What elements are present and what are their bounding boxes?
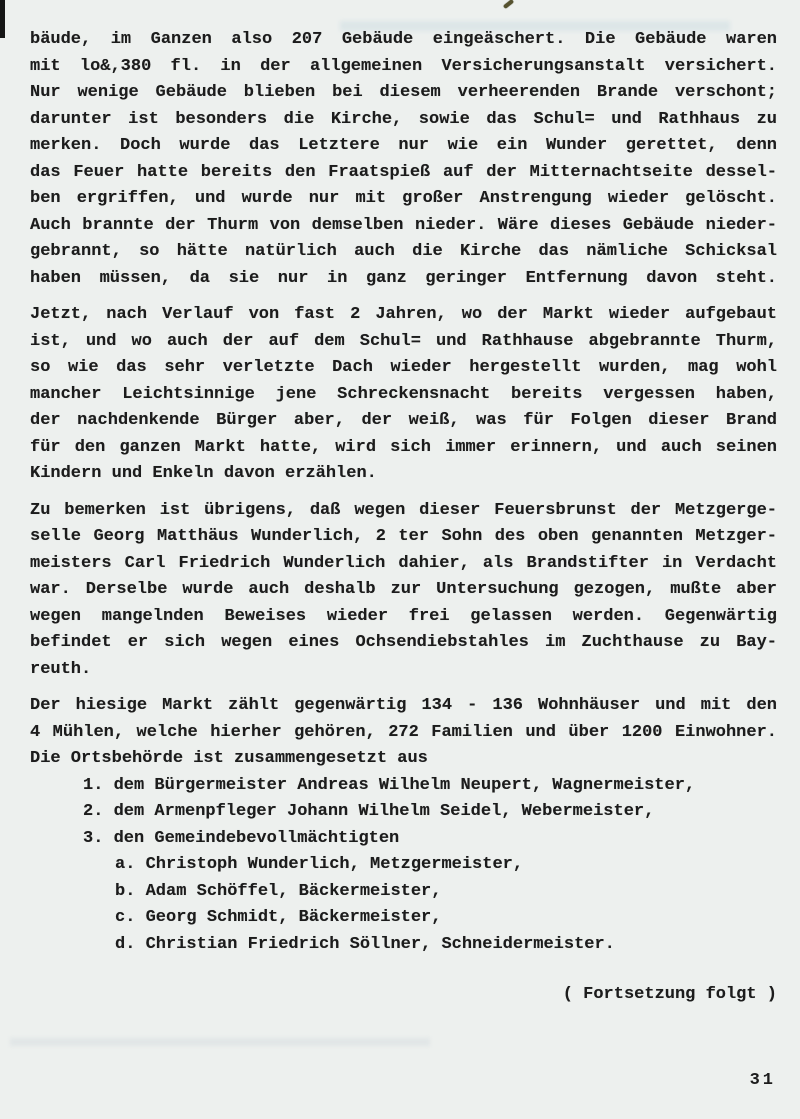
text-line: ben ergriffen, und wurde nur mit großer Anstrengung wieder gelöscht. — [30, 189, 777, 208]
text-line: der nachdenkende Bürger aber, der weiß, was für Folgen dieser Brand — [30, 411, 777, 430]
text-line: befindet er sich wegen eines Ochsendiebstahles im Zuchthause zu Bay- — [30, 633, 777, 652]
text-body — [30, 27, 777, 1009]
text-line: darunter ist besonders die Kirche, sowie das Schul= und Rathhaus zu — [30, 109, 777, 129]
scan-tint-band — [10, 1038, 430, 1046]
text-line: ist, und wo auch der auf dem Schul= und Rathhause abgebrannte Thurm, — [30, 331, 777, 351]
numbered-list-item: 3. den Gemeindebevollmächtigten — [83, 828, 400, 848]
text-line: merken. Doch wurde das Letztere nur wie ein Wunder gerettet, denn — [30, 136, 777, 155]
text-line: für den ganzen Markt hatte, wird sich immer erinnern, und auch seinen — [30, 437, 777, 457]
text-line: gebrannt, so hätte natürlich auch die Kirche das nämliche Schicksal — [30, 242, 777, 261]
numbered-list-item: 1. dem Bürgermeister Andreas Wilhelm Neupert, Wagnermeister, — [83, 775, 696, 795]
lettered-list-item: a. Christoph Wunderlich, Metzgermeister, — [115, 855, 524, 874]
text-line: meisters Carl Friedrich Wunderlich dahier, als Brandstifter in Verdacht — [30, 553, 777, 573]
continuation-note: ( Fortsetzung folgt ) — [562, 985, 777, 1004]
text-line: Nur wenige Gebäude blieben bei diesem verheerenden Brande verschont; — [30, 83, 777, 102]
paragraph — [30, 27, 777, 292]
paragraph — [30, 302, 777, 488]
paragraph — [30, 498, 777, 684]
ink-speck — [503, 0, 514, 9]
text-line: wegen mangelnden Beweises wieder frei gelassen werden. Gegenwärtig — [30, 606, 777, 626]
numbered-list-item: 2. dem Armenpfleger Johann Wilhelm Seidel, Webermeister, — [83, 802, 655, 821]
text-line: selle Georg Matthäus Wunderlich, 2 ter Sohn des oben genannten Metzger- — [30, 527, 777, 546]
lettered-list-item: c. Georg Schmidt, Bäckermeister, — [115, 908, 442, 927]
text-line: Jetzt, nach Verlauf von fast 2 Jahren, wo der Markt wieder aufgebaut — [30, 305, 777, 324]
text-line: war. Derselbe wurde auch deshalb zur Untersuchung gezogen, mußte aber — [30, 580, 777, 599]
lettered-list-item: b. Adam Schöffel, Bäckermeister, — [115, 881, 442, 901]
scan-edge-artifact — [0, 0, 5, 38]
text-line: bäude, im Ganzen also 207 Gebäude eingeäschert. Die Gebäude waren — [30, 30, 777, 49]
text-line: Zu bemerken ist übrigens, daß wegen dieser Feuersbrunst der Metzgerge- — [30, 500, 777, 520]
page-number: 31 — [749, 1071, 776, 1090]
text-line: so wie das sehr verletzte Dach wieder hergestellt wurden, mag wohl — [30, 358, 777, 377]
text-line: mit lo&,380 fl. in der allgemeinen Versicherungsanstalt versichert. — [30, 56, 777, 76]
text-line: 4 Mühlen, welche hierher gehören, 272 Familien und über 1200 Einwohner. — [30, 722, 777, 742]
paragraph — [30, 693, 777, 958]
text-line: reuth. — [30, 659, 92, 679]
text-line: Der hiesige Markt zählt gegenwärtig 134 - 136 Wohnhäuser und mit den — [30, 696, 777, 715]
text-line: das Feuer hatte bereits den Fraatspieß auf der Mitternachtseite dessel- — [30, 162, 777, 182]
text-line: mancher Leichtsinnige jene Schreckensnacht bereits vergessen haben, — [30, 384, 777, 404]
text-line: Auch brannte der Thurm von demselben nieder. Wäre dieses Gebäude nieder- — [30, 215, 777, 235]
text-line: haben müssen, da sie nur in ganz geringer Entfernung davon steht. — [30, 268, 777, 288]
lettered-list-item: d. Christian Friedrich Söllner, Schneidermeister. — [115, 934, 615, 954]
text-line: Kindern und Enkeln davon erzählen. — [30, 464, 377, 483]
text-line: Die Ortsbehörde ist zusammengesetzt aus — [30, 749, 428, 768]
